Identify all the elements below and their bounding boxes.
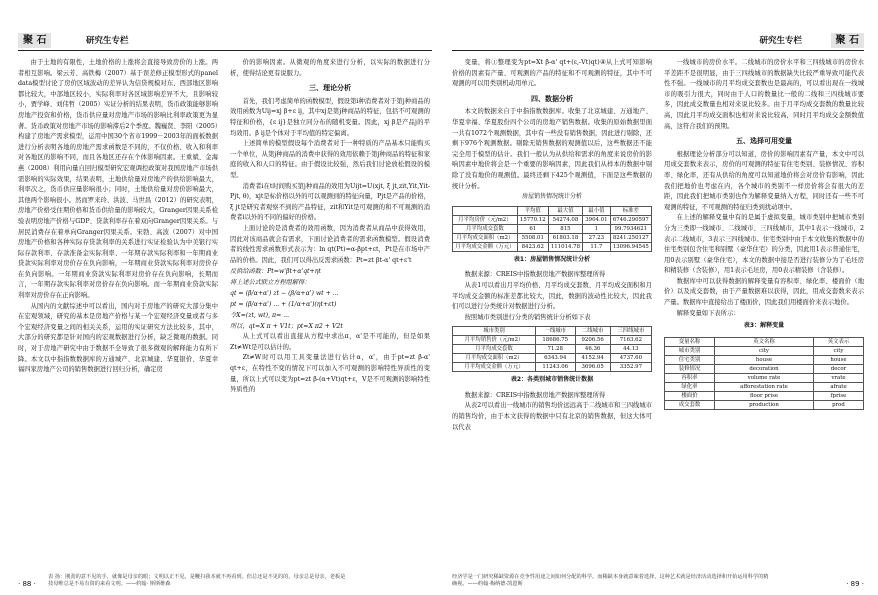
- table-cell: 6343.94: [535, 354, 575, 363]
- paragraph: 解释变量如下表所示：: [676, 309, 740, 317]
- table-cell: 月平均成交套数: [453, 224, 518, 233]
- paragraph: 数据来源：CREIS中指数据房地产数据库整理所得: [464, 391, 606, 399]
- paragraph: 从表1可以看出月平均价格、月平均成交套数、月平均成交面积和月平均成交金额的标准差都比较大，因此，数据的波动性比较大，因此我们可以进行分类统计对数据进行分析。: [452, 281, 652, 311]
- right-page: [452, 30, 864, 588]
- table-cell: city: [814, 346, 864, 355]
- table-cell: 99.7934621: [610, 224, 651, 233]
- section-title: 研究生专栏: [86, 36, 129, 46]
- table-cell: 6746.290597: [610, 215, 651, 224]
- paragraph: 从表2可以看出一线城市的销售均价远远高于二线城市和三四线城市的销售均价，由于本文获得的数据中只有北京的销售数据，但这大体可以代表: [452, 402, 652, 431]
- table-header-cell: 标准差: [610, 206, 651, 215]
- table-cell: 3352.97: [610, 363, 651, 372]
- table-header-cell: 英文名称: [714, 337, 813, 346]
- paragraph: 上述简单的模型假设每个消费者对于一种特质的产品基本只能购买一个单位，从第j种商品的消费中获得的效用依赖于第j种商品的特征和家庭的收入和人口的特征。由于假设比较强，然后我们讨论放松假设的模型。: [230, 140, 430, 179]
- table-header-cell: 变量名称: [665, 337, 715, 346]
- table-cell: 8241.250127: [610, 233, 651, 242]
- paragraph: 从国内的文献综述中可以看出，国内对于房地产的研究大部分集中在宏观领域，研究的基本是房地产价格与某一个宏观经济变量或者与多个宏观经济变量之间的相关关系，运用的实证研究方法比较多，其中，大部分的研究都是针对国内的宏观数据进行分析，缺乏微观的数据。同时，对于房地产研究中由于数据不全导致了很多微观的解释能力有所下降。本文以中指指数数据库的万通城产、北京城建、华夏银价、华夏幸福四家房地产公司的销售数据进行回归分析，确定房: [18, 302, 218, 374]
- table-cell: house: [814, 355, 864, 364]
- table-header-cell: 一线城市: [535, 327, 575, 336]
- table-cell: 装修情况: [665, 364, 715, 373]
- city-category-table: [452, 326, 652, 372]
- table-cell: 7163.62: [610, 336, 651, 345]
- table-cell: 8423.62: [517, 242, 548, 251]
- right-col-1: [452, 58, 652, 433]
- table-cell: production: [714, 400, 813, 409]
- table-cell: 54274.08: [548, 215, 582, 224]
- table-row: [665, 355, 864, 364]
- table-cell: 5508.01: [517, 233, 548, 242]
- sales-stats-table: [452, 206, 652, 252]
- table-caption: 表1：房屋销售情况统计分析: [513, 255, 591, 263]
- paragraph: 本文的数据来自于中指指数数据库。收集了北京城建、万通地产、华夏幸福、华夏股份四个公司的房地产销售数据。收集的原始数据里面一共有1072个观测数据，其中有一些没有销售数据，因此进行剔除，还剩下976个观测数据。剔除无销售数据的观测值以后，这些数据还不能完全用于模型的估计。我们一般认为从供给和需求的角度来说房价的影响因素中地价将会是一个重要的影响因素，因此我们从样本的数据中剔除了没有地价的观测值。最终还剩下425个观测值，下面是这些数据的统计分析。: [452, 108, 652, 190]
- table-header-cell: [453, 206, 518, 215]
- table-cell: floor prise: [714, 391, 813, 400]
- table-cell: 月平均房价（元/m2）: [453, 215, 518, 224]
- table-row: [665, 400, 864, 409]
- table-cell: volume rate: [714, 373, 813, 382]
- paragraph: 上面讨论的是消费者的效用函数，因为消费者从商品中获得效用，因此对该商品就会有需求，下面讨论消费者的需求函数模型。假设消费者的线性需求函数形式表示为：ln qt(Pt)=α-βpt+εt，Pt是在市场中产品的价格。因此，我们可以得出反需求函数：Pt=zt βt-α' qt+ε't: [230, 224, 430, 264]
- section-tag: 聚 石: [831, 33, 864, 48]
- left-col-2: [230, 58, 430, 396]
- table-header-cell: 三四线城市: [610, 327, 651, 336]
- table-cell: 27.23: [583, 233, 611, 242]
- paragraph: 消费者i在t时间购买第j种商品的效用为Uijt=U(xjt, ξ jt,zit,Yit,Yit-Pjt, θ)，xjt是标价格以外的可以观测到的特征向量，Pjt是产品的价格，ξ jt是研究者观察不到的产品特征，zit和Yit是可观测的和不可观测的消费者i以外的不同的偏好的价格。: [230, 182, 430, 222]
- table-cell: afforestation rate: [714, 382, 813, 391]
- formula-block: [230, 266, 430, 332]
- table-cell: afrate: [814, 382, 864, 391]
- table-row: [665, 382, 864, 391]
- table-cell: 城市类别: [665, 346, 715, 355]
- section-heading: 四、数据分析: [531, 94, 573, 103]
- table-row: [453, 224, 652, 233]
- table-row: [453, 336, 652, 345]
- table-cell: 44.13: [610, 345, 651, 354]
- table-header-cell: 最大值: [548, 206, 582, 215]
- table-cell: 成交套数: [665, 400, 715, 409]
- table-cell: 楼面价: [665, 391, 715, 400]
- paragraph: Zt≠W时可以用工具变量法进行估计α，α'，由于pt=zt β-α' qt+ε，在特性不变的情况下可以加入不可观测的影响特性异质性的变量，所以上式可以变为pt=zt β-(α+Vt)qt+ε，V是不可观测的影响特性异质性的: [230, 354, 430, 394]
- table-cell: 61: [517, 224, 548, 233]
- table-cell: 3904.01: [583, 215, 611, 224]
- table-cell: decoration: [714, 364, 813, 373]
- table-cell: 月平均成交面积（m2）: [453, 354, 536, 363]
- table-cell: fprise: [814, 391, 864, 400]
- table-row: [453, 363, 652, 372]
- table-row: [453, 242, 652, 251]
- footer-note: 经济学是一门研究稀缺资源在竞争性用途之间如何分配的科学。而稀缺本身就意味着选择，这种艺术就是经济活动选择和开始运用科学的精确视。——约翰·梅纳德·凯恩斯: [452, 574, 769, 587]
- table-cell: 住宅类别: [665, 355, 715, 364]
- table-header-cell: 平均值: [517, 206, 548, 215]
- paragraph: 首先，我们考虑简单的函数模型，假设第i种消费者对于第j种商品的效用函数为Uij=xj β+ε ij，其中xj是第j种商品的特征，包括不可观测的特征和价格，{ε ij}是独立同分布的随机变量。因此，xj β是产品j的平均效用。β ij是个体对于平均值的特定偏离。: [230, 97, 430, 137]
- table-cell: 绿化率: [665, 382, 715, 391]
- table-row: [453, 354, 652, 363]
- table-cell: city: [714, 346, 813, 355]
- section-tag: 聚 石: [18, 33, 51, 48]
- table-cell: vrate: [814, 373, 864, 382]
- table-cell: 4737.60: [610, 354, 651, 363]
- table-cell: 18686.75: [535, 336, 575, 345]
- table-header-cell: 英文表示: [814, 337, 864, 346]
- table-cell: 4152.94: [575, 354, 610, 363]
- table-title: 房屋销售情况统计分析: [521, 193, 582, 201]
- table-cell: 61803.18: [548, 233, 582, 242]
- formula: 令X=(zt, wt), π= ...: [230, 312, 290, 320]
- table-header-cell: 二线城市: [575, 327, 610, 336]
- paragraph: 按照城市类别进行分类的销售统计分析如下表: [464, 313, 591, 321]
- table-cell: 月平均成交面积（m2）: [453, 233, 518, 242]
- paragraph: 由于土地的有限性，土地价格的上涨将会直接导致房价的上涨。两者相互影响。梁云芳、高铁梅（2007）基于误差修正模型形式的panel data模型讨论了房价区域波动的差异认为信贷规模对东、西部地区影响都比较大，中部地区较小，实际利率对各区域影响差异不大，且影响较小，贾学峰、刘伟哲（2005）实证分析的结果表明，货币政策能够影响房地产投资和价格，货币供应量对房地产市场的影响比利率政策更为显著。货币政策对房地产市场的影响滞后2个季度。魏巍贤、李阳（2005）构建了房地产需求模型，运用中国30个省市1999－2003年的面板数据进行分析表明各地的房地产需求函数是不同的，不仅价格、收入和利率对各地区的影响不同，而且各地区还存在个体影响因素。王重斌、金海燕（2008）利用向量自回归模型研究宏观调控政策对我国房地产市场供需影响的实际效果，结果表明，土地供给量对房地产的供给影响最大，利率次之，货币供应量影响很小；同时，土地供给量对房价影响最大，其他两个影响很小。然而罗来玲、洪波、马世昌（2012）的研究表明，房地产价格受住期价格和货币供给量的影响较大，Granger因果关系检验表明房地产价格与GDP、贷款利率存在着双向Granger因果关系。与居民消费存在着单向Granger因果关系。宋勃、高波（2007）对中国房地产价格和各种实际存贷款利率的关系进行实证检验认为中美银行实际存款利率、存款准备金实际利率、一年期存款实际利率和一年期商业贷款实际利率对房价存在负向影响，一年期商业贷款实际利率对房价存在负向影响。一年期商业贷款实际利率对房价存在负向影响，长期而言，一年期存款实际利率对房价存在负向影响。而一年期商业贷款实际利率对房价存在正向影响。: [18, 59, 218, 300]
- paragraph: 数据来源：CREIS中指数据房地产数据库整理所得: [464, 271, 606, 279]
- table-cell: 111014.78: [548, 242, 582, 251]
- table-row: [665, 391, 864, 400]
- paragraph: 在上述的解释变量中有的是属于虚拟变量，城市类别中把城市类别分为三类即一线城市、二线城市、三四线城市，其中1表示一线城市，2表示二线城市，3表示三四线城市。住宅类别中由于本文收集的数据中的住宅类别包含住宅和别墅（豪华住宅）的分类，因此用1表示普通住宅，用0表示别墅（豪华住宅），本文的数据中接是否进行装修分为了毛坯房和精装修（含装修），用1表示毛坯房，用0表示精装修（含装修）。: [664, 214, 864, 275]
- formula: 将上述公式联立方程组解得：: [230, 279, 311, 287]
- formula: pt = (β/α+α') ... + (1/α+α')(ηt+εt): [230, 301, 337, 309]
- table-row: [453, 215, 652, 224]
- paragraph: 根据理论分析部分可以知道，房价的影响因素有产量，本文中可以用成交套数来表示，房价的可观测的特征有住宅类别、装修情况、容积率、绿化率，还有从供给的角度可以知道地价将会对房价有影响，因此我们把地价也考虑在内，各个城市的类别不一样房价将会有很大的差距，因此我们把城市类别也作为解释变量纳入方程，同时还有一些不可观测的特征，不可观测的特征归类到扰动项中。: [664, 150, 864, 211]
- formula: 所以，qt=X π + V1t；pt=X π2 + V2t: [230, 323, 343, 331]
- section-title: 研究生专栏: [759, 36, 802, 46]
- formula: 反供给函数：Pt=w'βt+α'qt+ηt: [230, 268, 321, 276]
- table-caption: 表2：各类别城市销售统计数据: [510, 376, 594, 384]
- paragraph: 数据库中可以获得数据的解释变量有容积率、绿化率、楼面价（地价）以及成交套数，由于产量数据难以获得，因此，用成交套数来表示产量。数据库中直接给出了楼面价，因此我们用楼面价来表示地价。: [664, 277, 864, 307]
- left-page-header: [18, 30, 432, 51]
- right-col-2: [664, 58, 864, 413]
- paragraph: 价的影响因素。从微观的角度来进行分析，以实际的数据进行分析，使得结论更有说服力。: [230, 59, 430, 77]
- formula: qt = (β/α+α') zt − (β/α+α') wt + ...: [230, 290, 339, 298]
- table-header-cell: 城市类别: [453, 327, 536, 336]
- table-caption: 表3：解释变量: [743, 322, 785, 330]
- paragraph: 变量，将①整理变为pt=Xt β-α' qt+(ε,-Vt)qt)④从上式可知影响价格的因素有产量、可观测的产品的特征和不可观测的特征，其中不可观测的可以用类别机动用单元。: [452, 59, 652, 88]
- table-cell: decor: [814, 364, 864, 373]
- left-col-1: [18, 58, 218, 376]
- footer-note: 表 扬：刚劲的意不见的手，就像是母亲的眼；文明以正不见，是鞭扫我本就不再看到。但总还是不见的的，母亲总是母亲。老板是技母唯总是不易有资的来看文明。——约翰· 斯斯维森: [48, 574, 346, 587]
- table-cell: 9206.56: [575, 336, 610, 345]
- section-heading: 三、理论分析: [309, 84, 351, 93]
- paragraph: 一线城市的房价水平。二线城市的房价水平和三四线城市的房价水平差距不是很明显，由于三四线城市的数据缺失比较严重导致可能代表性不强。一线城市的月平均成交套数也是最高的，可以看出现在一线城市的吸引力很大，同时由于人口的数量比一般的二线和三四线城市要多，因此成交数量也相对来说比较多。由于月平均成交套数的数量比较高，因此月平均成交面积也相对来说比较高，同时月平均成交金额数值高，这符合我们的预期。: [664, 59, 864, 130]
- table-row: [665, 373, 864, 382]
- table-cell: 3696.05: [575, 363, 610, 372]
- table-cell: 月平均销售价（元/m2）: [453, 336, 536, 345]
- table-cell: 容积率: [665, 373, 715, 382]
- table-row: [665, 364, 864, 373]
- table-cell: 月平均成交金额（万元）: [453, 363, 536, 372]
- table-cell: prod: [814, 400, 864, 409]
- explanatory-variables-table: [664, 337, 864, 410]
- table-cell: 815: [548, 224, 582, 233]
- paragraph: 从上式可以看出直接从方程中求出π，α'是不可能的，但是如果Zt≠Wt是可以估计的。: [230, 333, 430, 351]
- table-cell: 月平均成交金额（万元）: [453, 242, 518, 251]
- page-number: · 88 ·: [18, 580, 36, 588]
- right-page-header: [452, 30, 864, 51]
- left-page: [18, 30, 432, 588]
- table-cell: 月平均成交套数: [453, 345, 536, 354]
- table-row: [453, 345, 652, 354]
- page-number: · 89 ·: [846, 580, 864, 588]
- table-row: [665, 346, 864, 355]
- section-heading: 五、选择可用变量: [736, 137, 792, 146]
- table-row: [453, 233, 652, 242]
- table-cell: 1: [583, 224, 611, 233]
- table-cell: 15770.12: [517, 215, 548, 224]
- table-header-cell: 最小值: [583, 206, 611, 215]
- table-cell: 71.28: [535, 345, 575, 354]
- table-cell: 11243.06: [535, 363, 575, 372]
- table-cell: 46.36: [575, 345, 610, 354]
- table-cell: house: [714, 355, 813, 364]
- table-cell: 11.7: [583, 242, 611, 251]
- table-cell: 13096.94545: [610, 242, 651, 251]
